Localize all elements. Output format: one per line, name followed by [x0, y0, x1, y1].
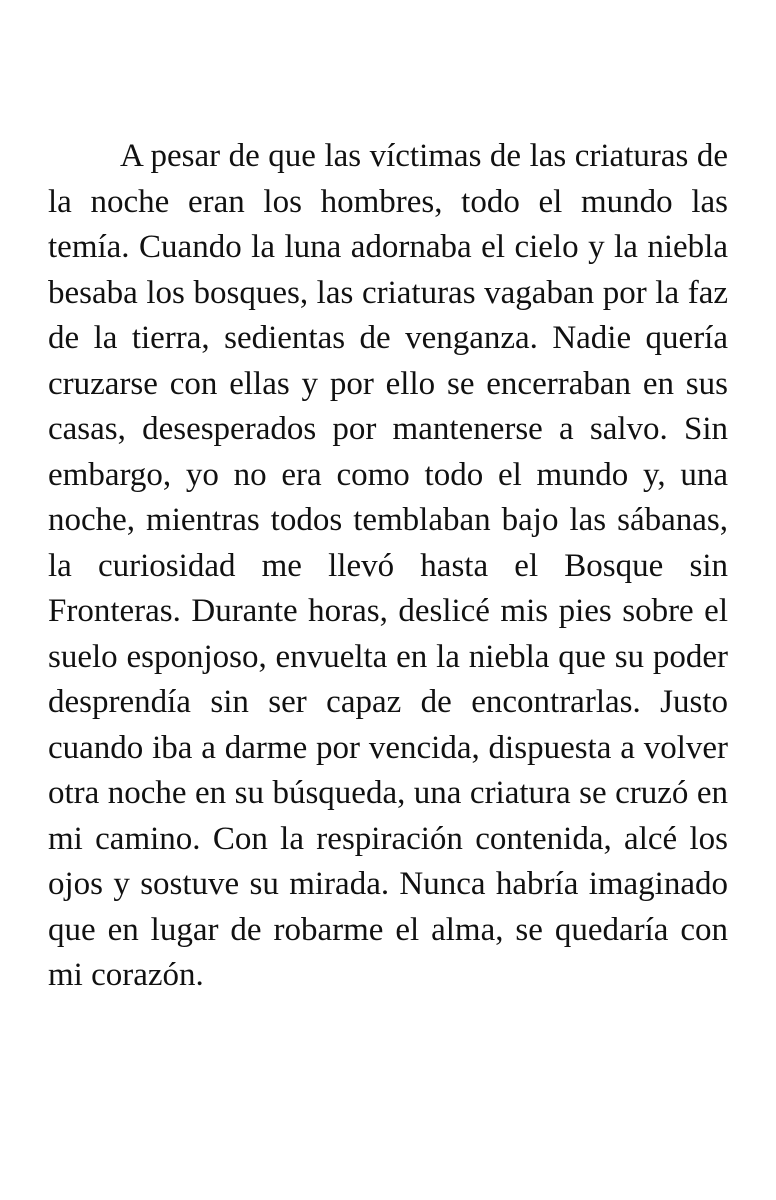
body-paragraph: A pesar de que las víctimas de las criaturas de la noche eran los hombres, todo el mundo las temía. Cuando la luna adornaba el cielo y la niebla besaba los bosques, las criaturas vagaban por la faz de la tierra, sedientas de venganza. Nadie quería cruzarse con ellas y por ello se encerraban en sus casas, desesperados por mantenerse a salvo. Sin embargo, yo no era como todo el mundo y, una noche, mientras todos temblaban bajo las sábanas, la curiosidad me llevó hasta el Bosque sin Fronteras. Durante horas, deslicé mis pies sobre el suelo esponjoso, envuelta en la niebla que su poder desprendía sin ser capaz de encontrarlas. Justo cuando iba a darme por vencida, dispuesta a volver otra noche en su búsqueda, una criatura se cruzó en mi camino. Con la respiración contenida, alcé los ojos y sostuve su mirada. Nunca habría imaginado que en lugar de robarme el alma, se quedaría con mi corazón.	[48, 138, 728, 993]
